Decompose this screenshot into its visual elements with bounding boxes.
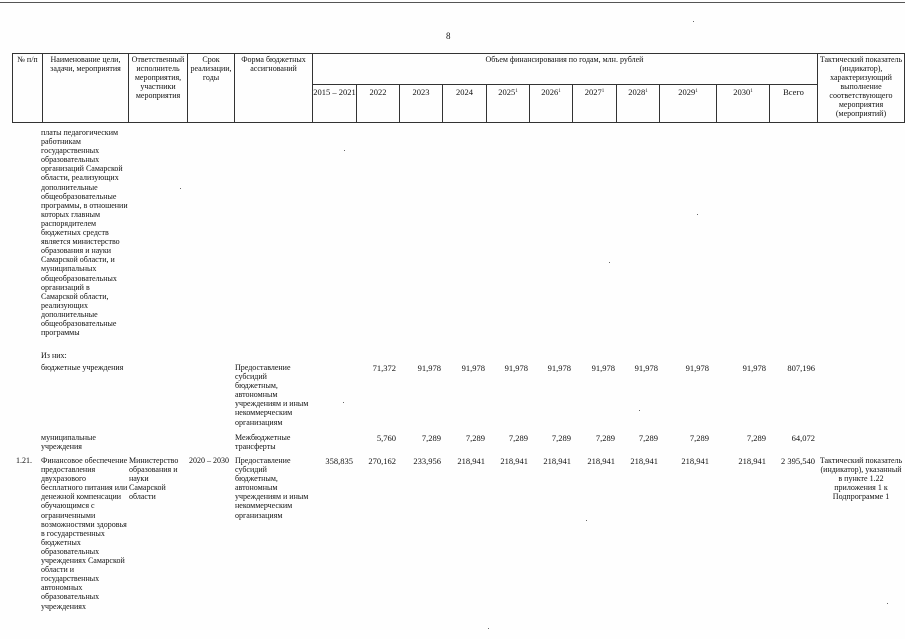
year-header: 2030$^1$ xyxy=(733,87,753,97)
value-cell: 91,978 xyxy=(742,363,766,373)
row-name-municipal: муниципальные учреждения xyxy=(41,433,96,452)
scan-speck xyxy=(180,188,181,189)
value-cell: 218,941 xyxy=(457,456,485,466)
header-form: Форма бюджетных ассигнований xyxy=(241,55,306,73)
page-number: 8 xyxy=(446,31,451,41)
value-cell: 218,941 xyxy=(543,456,571,466)
value-cell: 218,941 xyxy=(738,456,766,466)
value-cell: 7,289 xyxy=(421,433,441,443)
row-term-1-21: 2020 – 2030 xyxy=(189,456,229,465)
value-cell: 91,978 xyxy=(461,363,485,373)
row-number: 1.21. xyxy=(16,456,32,465)
value-cell: 91,978 xyxy=(417,363,441,373)
value-cell: 91,978 xyxy=(685,363,709,373)
row-indicator-1-21: Тактический показатель (индикатор), указанный в пункте 1.22 приложения 1 к Подпрограмме 1 xyxy=(819,456,903,502)
value-cell: 7,289 xyxy=(595,433,615,443)
value-cell: 233,956 xyxy=(413,456,441,466)
header-num: № п/п xyxy=(17,55,38,64)
scan-speck xyxy=(344,150,345,151)
year-header: 2015 – 2021 xyxy=(313,87,356,97)
year-header: 2027$^1$ xyxy=(584,87,605,97)
header-executor: Ответственный исполнитель мероприятия, участники мероприятия xyxy=(131,55,185,100)
value-cell: 7,289 xyxy=(638,433,658,443)
value-cell: 358,835 xyxy=(325,456,353,466)
value-cell: 7,289 xyxy=(689,433,709,443)
row-name-budget: бюджетные учреждения xyxy=(41,363,124,372)
of-which-label: Из них: xyxy=(41,351,67,360)
header-funding: Объем финансирования по годам, млн. рублей xyxy=(485,55,644,64)
value-cell: 7,289 xyxy=(551,433,571,443)
year-header-total: Всего xyxy=(783,87,804,97)
year-header: 2029$^1$ xyxy=(678,87,698,97)
year-header: 2023 xyxy=(412,87,430,97)
col-line xyxy=(42,53,43,123)
value-cell: 91,978 xyxy=(591,363,615,373)
header-term: Срок реализации, годы xyxy=(190,55,232,82)
row-form-1-21: Предоставление субсидий бюджетным, автономным учреждениям и иным некоммерческим организациям xyxy=(235,456,309,520)
row-name-1-21: Финансовое обеспечение предоставления двухразового бесплатного питания или денежной компенсации обучающимся с ограниченными возможностями здоровья в государственных бюджетных образовательных учреждениях Самарской области и государственных автономных образовательных учреждениях xyxy=(41,456,128,611)
value-cell: 91,978 xyxy=(547,363,571,373)
row-executor-1-21: Министерство образования и науки Самарской области xyxy=(129,456,179,502)
value-cell: 5,760 xyxy=(376,433,396,443)
value-cell: 91,978 xyxy=(634,363,658,373)
year-header: 2028$^1$ xyxy=(628,87,648,97)
year-header: 2024 xyxy=(456,87,473,97)
scan-speck xyxy=(697,214,698,215)
value-cell: 71,372 xyxy=(372,363,396,373)
scan-top-border xyxy=(0,2,905,3)
value-cell: 218,941 xyxy=(587,456,615,466)
header-top-rule xyxy=(12,53,905,54)
value-cell: 7,289 xyxy=(746,433,766,443)
header-bottom-rule xyxy=(12,122,905,123)
value-cell: 7,289 xyxy=(465,433,485,443)
value-cell: 218,941 xyxy=(681,456,709,466)
value-cell: 270,162 xyxy=(368,456,396,466)
value-cell: 91,978 xyxy=(504,363,528,373)
value-cell-total: 64,072 xyxy=(791,433,815,443)
value-cell: 7,289 xyxy=(508,433,528,443)
row-form-budget: Предоставление субсидий бюджетным, автономным учреждениям и иным некоммерческим организациям xyxy=(235,363,309,427)
year-header: 2025$^1$ xyxy=(498,87,518,97)
header-name: Наименование цели, задачи, мероприятия xyxy=(50,55,121,73)
value-cell-total: 2 395,540 xyxy=(781,456,815,466)
scan-speck xyxy=(639,410,640,411)
header-indicator: Тактический показатель (индикатор), характеризующий выполнение соответствующего мероприятия (мероприятий) xyxy=(819,55,903,118)
scan-speck xyxy=(488,628,489,629)
value-cell: 218,941 xyxy=(630,456,658,466)
year-header: 2022 xyxy=(369,87,387,97)
scan-speck xyxy=(343,402,344,403)
value-cell-total: 807,196 xyxy=(787,363,815,373)
row-form-municipal: Межбюджетные трансферты xyxy=(235,433,291,452)
continued-measure-text: платы педагогическим работникам государственных образовательных организаций Самарской области, реализующих дополнительные общеобразовательные программы, в отношении которых главным распорядителем бюджетных средств является министерство образования и науки Самарской области, и муниципальных общеобразовательных организаций в Самарской области, реализующих дополнительные общеобразовательные программы xyxy=(41,128,128,338)
header-years-rule xyxy=(312,84,817,85)
scan-speck xyxy=(609,262,610,263)
scan-speck xyxy=(887,603,888,604)
scan-speck xyxy=(693,21,694,22)
scan-speck xyxy=(586,520,587,521)
year-header: 2026$^1$ xyxy=(541,87,561,97)
value-cell: 218,941 xyxy=(500,456,528,466)
